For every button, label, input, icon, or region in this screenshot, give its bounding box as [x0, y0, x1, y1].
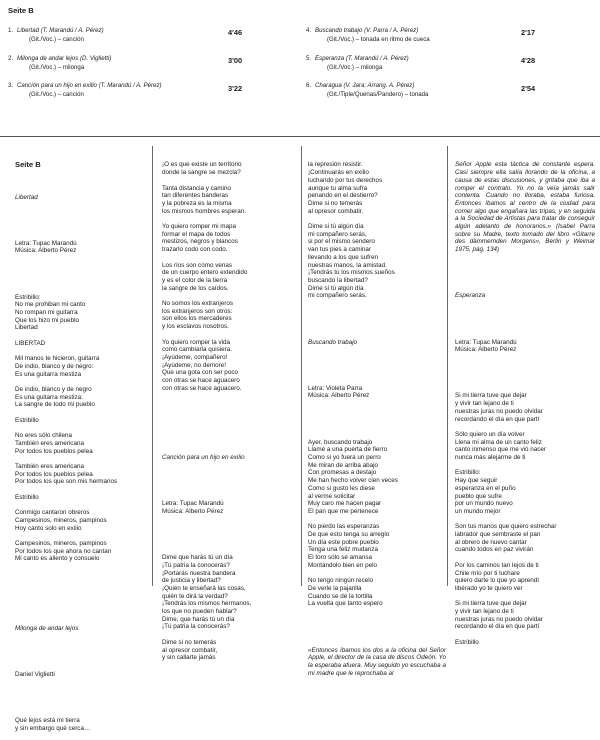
lyric-line: los extranjeros son otros:: [162, 307, 233, 315]
song-credits: [15, 240, 150, 255]
lyric-line: como cambiarla quisiera.: [162, 346, 232, 354]
lyrics-column-2: [162, 146, 300, 670]
track-title: Buscando trabajo (V. Parra / A. Pérez): [315, 27, 419, 34]
lyrics-column-4: [455, 146, 595, 654]
lyric-line: Como si yo fuera un perro: [308, 454, 381, 462]
song-title: Milonga de andar lejos: [15, 624, 79, 632]
lyric-line: Es una guitarra mestiza:: [15, 393, 83, 401]
lyric-line: llevando a los que sufren: [308, 253, 379, 261]
lyric-line: los que no pueden hablar?: [162, 608, 237, 616]
lyric-line: ¡Ayúdeme, compañero!: [162, 353, 228, 361]
column-divider: [152, 146, 153, 586]
lyric-line: nuestras juras no puedo olvidar: [455, 407, 543, 415]
stanza-break: [162, 177, 300, 185]
track-number: 3.: [8, 82, 14, 89]
lyric-line: Me han hecho volver cien veces: [308, 477, 398, 485]
lyric-line: Como si gusto les diese: [308, 484, 375, 492]
lyric-line: Estribillo:: [15, 293, 41, 301]
stanza-break: [15, 409, 150, 417]
track-title: Milonga de andar lejos (D. Viglietti): [17, 55, 112, 62]
song-lyrics: [162, 161, 300, 392]
stanza-break: [15, 425, 150, 433]
lyric-line: Que una gota con ser poco: [162, 369, 238, 377]
lyric-line: libérado yo te quiero ver: [455, 584, 523, 592]
lyric-line: de un cuerpo entero extendido: [162, 269, 248, 277]
lyric-line: Con promesas a destajo: [308, 469, 377, 477]
lyric-line: De que esto tenga su arreglo: [308, 531, 390, 539]
lyric-line: Sólo quiero un día volver: [455, 430, 525, 438]
column-divider: [447, 146, 448, 586]
song-lyrics: [308, 439, 446, 608]
lyric-line: No tengo ningún recelo: [308, 577, 374, 585]
lyric-line: Chile mío por ti luchare: [455, 569, 520, 577]
stanza-break: [308, 516, 446, 524]
track-duration: 2'54: [521, 84, 536, 93]
song-title: Buscando trabajo: [308, 338, 358, 346]
lyric-line: con otras se hace aguacero.: [162, 384, 242, 392]
lyric-line: son ellos los mercaderes: [162, 315, 232, 323]
stanza-break: [162, 331, 300, 339]
lyric-line: aunque tu alma sufra: [308, 184, 368, 192]
lyric-line: Música: Alberto Pérez: [162, 507, 224, 515]
lyric-line: La sangre de todo mi pueblo: [15, 401, 95, 409]
track-detail: (Git./Tiple/Quenas/Pandero) – tonada: [327, 90, 429, 98]
track-number: 2.: [8, 55, 14, 62]
lyrics-heading: Seite B: [15, 160, 41, 170]
lyric-line: penando en el destierro?: [308, 192, 378, 200]
lyric-line: Ayer, buscando trabajo: [308, 438, 373, 446]
lyric-line: Que los hizo mi pueblo: [15, 316, 80, 324]
track-title: Canción para un hijo en exilio (T. Marandú / A. Pérez): [17, 82, 162, 89]
lyric-line: ¡Quién te enseñará las cosas,: [162, 584, 246, 592]
lyric-line: y sin callarte jamás: [162, 654, 216, 662]
lyric-line: Estribillo: [15, 493, 39, 501]
lyric-line: esperanza en el puño: [455, 484, 516, 492]
track-duration: 4'46: [228, 28, 243, 37]
lyric-line: Los ríos son como venas: [162, 261, 233, 269]
lyric-line: Mi canto es aliento y consuelo: [15, 555, 100, 563]
lyric-line: Qué lejos está mi tierra: [15, 717, 80, 725]
track-title: Libertad (T. Marandú / A. Pérez): [17, 27, 104, 34]
lyric-line: Dime si tú algún día: [308, 284, 364, 292]
lyric-line: labrador que sembraste el pan: [455, 531, 541, 539]
lyrics-column-1: [15, 146, 150, 740]
lyric-line: trazarlo codo con codo.: [162, 246, 228, 254]
lyric-line: Un día este pobre pueblo: [308, 538, 379, 546]
lyric-line: ¡O es que existe un territorio: [162, 161, 242, 169]
lyric-line: nuestras manos, la amistad.: [308, 261, 387, 269]
lyric-line: Dime si no temerás: [162, 638, 217, 646]
track-title: Charagua (V. Jara; Arrang. A. Pérez): [315, 82, 415, 89]
lyric-line: Cuando se dé la tortilla: [308, 592, 373, 600]
side-label: Seite B: [8, 6, 34, 15]
lyric-line: al verme solicitar: [308, 492, 356, 500]
lyric-line: la sangre de los caídos.: [162, 284, 229, 292]
track-title: Esperanza (T. Marandú / A. Pérez): [315, 55, 409, 62]
lyric-line: Me miran de arriba abajo: [308, 461, 379, 469]
stanza-break: [15, 332, 150, 340]
track-number: 4.: [306, 27, 312, 34]
lyric-line: nunca más alejarme de ti: [455, 454, 526, 462]
lyric-line: ¡Ayúdeme, no demore!: [162, 361, 226, 369]
lyric-line: No rompan mi guitarra: [15, 309, 78, 317]
stanza-break: [15, 486, 150, 494]
lyric-line: LIBERTAD: [15, 339, 46, 347]
lyric-line: Tenga una feliz mudanza: [308, 546, 379, 554]
lyric-line: Estribillo:: [455, 469, 481, 477]
track-item: [8, 27, 248, 44]
track-detail: (Git./Voc.) – canción: [29, 90, 84, 98]
lyric-line: La vuelta que tanto espero: [308, 600, 383, 608]
lyric-line: Si mi tierra tuve que dejar: [455, 392, 527, 400]
song-lyrics: [162, 554, 300, 662]
track-number: 6.: [306, 82, 312, 89]
track-detail: (Git./Voc.) – milonga: [29, 63, 85, 71]
track-duration: 4'28: [521, 56, 536, 65]
lyric-line: Dime si no temerás: [308, 199, 363, 207]
lyric-line: Llamé a una puerta de fierro: [308, 446, 388, 454]
lyric-line: Si mi tierra tuve que dejar: [455, 600, 527, 608]
lyric-line: buscando la libertad?: [308, 276, 368, 284]
stanza-break: [308, 570, 446, 578]
lyric-line: cuando todos en paz vivirán: [455, 546, 534, 554]
lyric-line: y los esclavos nosotros.: [162, 323, 229, 331]
track-item: [306, 55, 516, 72]
lyric-line: No eres sólo chilena: [15, 432, 73, 440]
lyric-line: El toro sólo se amansa: [308, 554, 373, 562]
song-title: Esperanza: [455, 292, 486, 300]
lyric-line: Dime que harás tú un día: [162, 554, 233, 562]
stanza-break: [455, 554, 595, 562]
lyric-line: Libertad: [15, 324, 38, 332]
stanza-break: [308, 215, 446, 223]
section-divider: [0, 136, 600, 137]
lyric-line: ¡Tendrás tú los mismos sueños: [308, 269, 395, 277]
stanza-break: [15, 348, 150, 356]
lyric-line: Música: Alberto Pérez: [455, 346, 517, 354]
lyric-line: Por todos los pueblos pelea: [15, 447, 93, 455]
lyric-line: mestizos, negros y blancos: [162, 238, 238, 246]
stanza-break: [455, 462, 595, 470]
song-lyrics: [455, 392, 595, 646]
lyric-line: quién te dirá la verdad?: [162, 592, 228, 600]
lyric-line: van tus pies a caminar: [308, 246, 371, 254]
track-number: 5.: [306, 55, 312, 62]
lyric-line: mi compañero serás,: [308, 230, 367, 238]
track-detail: (Git./Voc.) – tonada en ritmo de cueca: [327, 35, 430, 43]
lyric-line: y sin embargo qué cerca…: [15, 724, 91, 732]
lyric-line: Mil manos te hicieron, guitarra: [15, 355, 100, 363]
stanza-break: [15, 378, 150, 386]
lyric-line: donde la sangre se mezcla?: [162, 169, 241, 177]
track-item: [306, 27, 516, 44]
lyric-line: Estribillo: [455, 638, 479, 646]
lyric-line: No somos los extranjeros: [162, 300, 234, 307]
lyric-line: y la pobreza es la misma: [162, 199, 232, 207]
lyric-line: Música: Alberto Pérez: [308, 392, 370, 400]
lyric-line: También eres americana: [15, 439, 84, 447]
track-number: 1.: [8, 27, 14, 34]
lyric-line: al opresor combatir,: [162, 646, 218, 654]
song-credits: [162, 500, 300, 515]
lyric-line: formar el mapa de todos: [162, 230, 231, 238]
lyric-line: Por todos los que son mis hermanos: [15, 478, 118, 486]
stanza-break: [15, 532, 150, 540]
stanza-break: [455, 516, 595, 524]
track-duration: 2'17: [521, 28, 536, 37]
lyric-line: al opresor combatir.: [308, 207, 364, 215]
lyric-line: Son tus manos que quiero estrechar: [455, 523, 557, 531]
track-detail: (Git./Voc.) – milonga: [327, 63, 383, 71]
lyric-line: Campesinos, mineros, pampinos: [15, 516, 107, 524]
track-detail: (Git./Voc.) – canción: [29, 35, 84, 43]
song-title: Libertad: [15, 193, 38, 201]
lyric-line: Montándolo bien en pelo: [308, 561, 377, 569]
lyric-line: Letra: Tupac Marandú: [15, 239, 77, 247]
song-lyrics: [15, 294, 150, 563]
lyric-line: El pan que me pertenece: [308, 507, 379, 515]
lyric-line: los mismos hombres esperan.: [162, 207, 246, 215]
lyric-line: ¡Continuarás en exilio: [308, 169, 369, 177]
stanza-break: [455, 631, 595, 639]
track-item: [8, 55, 248, 72]
song-title: Canción para un hijo en exilio: [162, 454, 245, 462]
lyric-line: Dime, que harás tú un día: [162, 615, 235, 623]
lyric-line: Letra: Tupac Marandú: [455, 338, 517, 346]
lyric-line: Por todos los pueblos pelea: [15, 470, 93, 478]
track-item: [306, 82, 516, 99]
lyric-line: Conmigo cantaron obreros: [15, 509, 90, 517]
lyrics-column-3: [308, 146, 446, 685]
lyric-line: un mundo mejor: [455, 507, 501, 515]
song-lyrics: [15, 717, 150, 732]
lyric-line: nuestras juras no puedo olvidar: [455, 615, 543, 623]
lyric-line: Hoy canto solo en exilio: [15, 524, 82, 532]
lyric-line: Yo quiero romper la vida: [162, 338, 231, 346]
song-author: Daniel Viglietti: [15, 670, 55, 678]
column-divider: [301, 146, 302, 586]
lyric-line: Estribillo: [15, 416, 39, 424]
lyric-line: ¡Portarás nuestra bandera: [162, 569, 236, 577]
lyric-line: si por el mismo sendero: [308, 238, 375, 246]
lyric-line: de justicia y libertad?: [162, 577, 221, 585]
lyric-line: Muy caro me hacen pagar: [308, 500, 382, 508]
song-credits: [455, 339, 595, 354]
song-credits: [308, 385, 446, 400]
track-duration: 3'00: [228, 56, 243, 65]
song-lyrics: [308, 161, 446, 300]
stanza-break: [162, 631, 300, 639]
stanza-break: [15, 502, 150, 510]
lyric-line: Yo quiero romper mi mapa: [162, 223, 236, 230]
lyric-line: ¡Tú patria la conocerás?: [162, 623, 230, 631]
lyric-line: ¡Tendrás los mismos hermanos,: [162, 600, 252, 608]
lyric-line: y vivir tan lejano de ti: [455, 400, 514, 408]
lyric-line: al obrero de nuevo cantar: [455, 538, 527, 546]
lyric-line: De indio, blanco y de negro: [15, 386, 92, 394]
quote-note: Señor Apple esta táctica de constante espera. Casi siempre ella salía llorando de la oficina, a causa de estas discusiones, y gritaba que iba a romper el contrato. Yo no la veía jamás salir contenta. Cuando no lloraba, estaba furiosa. Entonces íbamos al centro de la ciudad para comer algo que engañara las tripas, y en seguida a la Sociedad de Artistas para tratar de conseguir algún adelanto de honorarios.» (Isabel Parra sobre su Madre, texto tomado del libro «Gitarre des dämmernden Morgens», Berlin y Weimar 1975, pág. 134): [455, 161, 595, 254]
lyric-line: Campesinos, mineros, pampinos: [15, 539, 107, 547]
lyric-line: Por los caminos tan lejos de ti: [455, 561, 539, 569]
stanza-break: [162, 215, 300, 223]
lyric-line: por un mundo nuevo: [455, 500, 513, 508]
lyric-line: canto inmenso que me vió nacer: [455, 446, 547, 454]
lyric-line: pueblo que sufre: [455, 492, 502, 500]
lyric-line: tan diferentes banderas: [162, 192, 229, 200]
lyric-line: con otras se hace aguacero: [162, 377, 240, 385]
lyric-line: De indio, blanco y de negro:: [15, 362, 94, 370]
stanza-break: [162, 292, 300, 300]
lyric-line: Por todos los que ahora no cantan: [15, 547, 112, 555]
quote-note: «Entonces íbamos los dos a la oficina del Señor Apple, el director de la casa de discos Odeón. Yo la esperaba afuera. Muy seguido yo escuchaba a mi madre que le reprochaba al: [308, 646, 446, 677]
track-duration: 3'22: [228, 84, 243, 93]
lyric-line: y es el color de la tierra: [162, 276, 228, 284]
lyric-line: quiero darte lo que yo aprendí: [455, 577, 540, 585]
lyric-line: Tanta distancia y camino: [162, 184, 231, 192]
lyric-line: No pierdo las esperanzas: [308, 523, 380, 531]
lyric-line: No me prohiban mi canto: [15, 301, 86, 309]
track-item: [8, 82, 248, 99]
lyric-line: Llena mi alma de un canto feliz: [455, 438, 542, 446]
lyric-line: Letra: Tupac Marandú: [162, 500, 224, 508]
lyric-line: ¡Tú patria la conocerás?: [162, 561, 230, 569]
lyric-line: De verle la pajarilla: [308, 584, 362, 592]
stanza-break: [162, 254, 300, 262]
lyric-line: recordando el día en que partí: [455, 415, 540, 423]
lyric-line: Música: Alberto Pérez: [15, 247, 77, 255]
stanza-break: [15, 455, 150, 463]
lyric-line: mi compañero serás.: [308, 292, 367, 300]
stanza-break: [455, 423, 595, 431]
lyric-line: Letra: Violeta Parra: [308, 384, 363, 392]
lyric-line: luchando por tus derechos: [308, 176, 383, 184]
lyric-line: y vivir tan lejano de ti: [455, 608, 514, 616]
stanza-break: [455, 593, 595, 601]
lyric-line: Hay que seguir: [455, 477, 498, 485]
lyric-line: Es una guitarra mestiza: [15, 370, 82, 378]
lyric-line: la represión resistir.: [308, 161, 363, 169]
lyric-line: Dime si tú algún día: [308, 223, 364, 231]
lyric-line: También eres americana: [15, 463, 84, 470]
lyric-line: recordando el día en que partí: [455, 623, 540, 631]
